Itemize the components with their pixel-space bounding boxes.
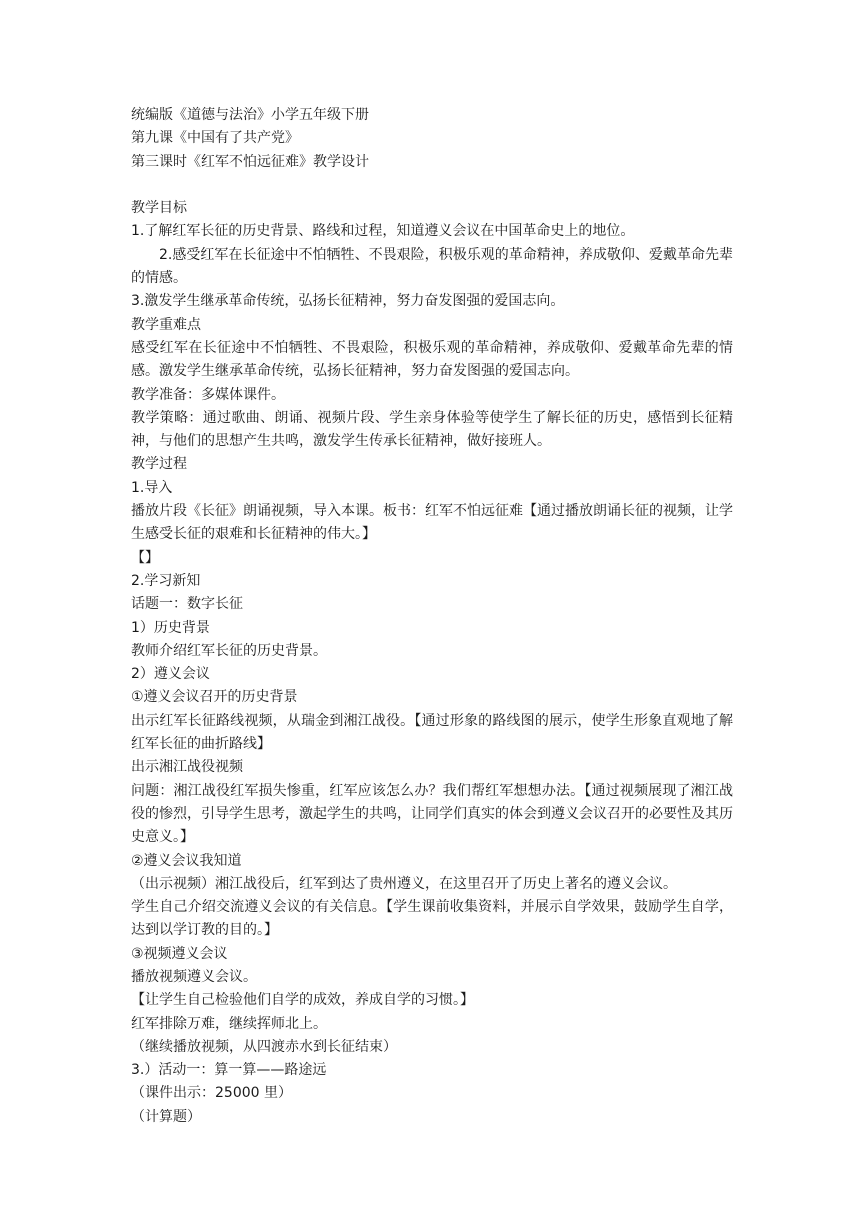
body-line: （继续播放视频，从四渡赤水到长征结束） [131, 1038, 397, 1055]
body-line: 3.）活动一：算一算——路途远 [131, 1062, 327, 1079]
body-line: （计算题） [131, 1108, 201, 1125]
body-line: 1）历史背景 [131, 619, 210, 636]
body-line: 感受红军在长征途中不怕牺牲、不畏艰险，积极乐观的革命精神，养成敬仰、爱戴革命先辈的情感。激发学生继承革命传统，弘扬长征精神，努力奋发图强的爱国志向。 [131, 339, 733, 380]
body-line: 红军排除万难，继续挥师北上。 [131, 1015, 327, 1032]
body-line: ①遵义会议召开的历史背景 [131, 689, 298, 706]
body-line: 【让学生自己检验他们自学的成效，养成自学的习惯。】 [131, 992, 474, 1009]
doc-header-textbook: 统编版《道德与法治》小学五年级下册 [131, 107, 369, 123]
body-line: （课件出示：25000 里） [131, 1085, 292, 1102]
body-line: 教学策略：通过歌曲、朗诵、视频片段、学生亲身体验等使学生了解长征的历史，感悟到长征精神，与他们的思想产生共鸣，激发学生传承长征精神，做好接班人。 [131, 409, 733, 450]
body-line: ②遵义会议我知道 [131, 852, 242, 869]
body-line: 教师介绍红军长征的历史背景。 [131, 642, 327, 659]
body-line: 播放片段《长征》朗诵视频，导入本课。板书：红军不怕远征难【通过播放朗诵长征的视频，让学生感受长征的艰难和长征精神的伟大。】 [131, 503, 733, 543]
body-line: 话题一：数字长征 [131, 596, 243, 613]
doc-header-lesson: 第九课《中国有了共产党》 [131, 130, 299, 147]
document-page [131, 104, 733, 1129]
body-line: 3.激发学生继承革命传统，弘扬长征精神，努力奋发图强的爱国志向。 [131, 293, 565, 310]
body-line: 2.学习新知 [131, 572, 201, 589]
spacer [131, 174, 733, 197]
body-line: 教学过程 [131, 456, 187, 473]
body-line: 播放视频遵义会议。 [131, 968, 257, 985]
body-line: 出示红军长征路线视频，从瑞金到湘江战役。【通过形象的路线图的展示，使学生形象直观地了解红军长征的曲折路线】 [131, 712, 733, 753]
body-line: 2.感受红军在长征途中不怕牺牲、不畏艰险，积极乐观的革命精神，养成敬仰、爱戴革命先辈的情感。 [131, 246, 733, 287]
document-body [131, 197, 733, 1129]
doc-header-title: 第三课时《红军不怕远征难》教学设计 [131, 153, 369, 170]
body-line: 出示湘江战役视频 [131, 759, 243, 776]
body-line: 教学准备：多媒体课件。 [131, 386, 285, 403]
body-line: 【】 [131, 549, 159, 566]
body-line: 2）遵义会议 [131, 666, 210, 683]
body-line: 问题：湘江战役红军损失惨重，红军应该怎么办？我们帮红军想想办法。【通过视频展现了湘江战役的惨烈，引导学生思考，激起学生的共鸣，让同学们真实的体会到遵义会议召开的必要性及其历史意义。】 [131, 782, 733, 846]
body-line: 学生自己介绍交流遵义会议的有关信息。【学生课前收集资料，并展示自学效果，鼓励学生自学，达到以学订教的目的。】 [131, 899, 733, 939]
body-line: 教学重难点 [131, 316, 201, 333]
body-line: 1.导入 [131, 479, 173, 496]
body-line: 1.了解红军长征的历史背景、路线和过程，知道遵义会议在中国革命史上的地位。 [131, 223, 635, 240]
body-line: （出示视频）湘江战役后，红军到达了贵州遵义，在这里召开了历史上著名的遵义会议。 [131, 875, 677, 892]
body-line: ③视频遵义会议 [131, 945, 228, 962]
body-line: 教学目标 [131, 200, 187, 217]
